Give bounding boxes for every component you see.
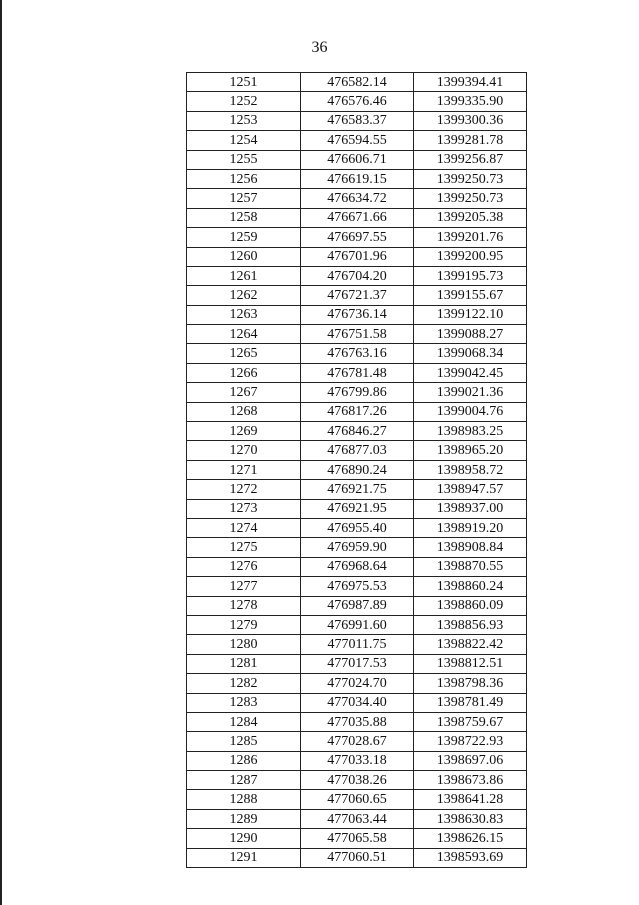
point-number-cell: 1271: [187, 460, 301, 479]
point-number-cell: 1270: [187, 441, 301, 460]
table-row: [187, 73, 527, 92]
y-coordinate-cell: 1399200.95: [414, 247, 527, 266]
x-coordinate-cell: 476751.58: [301, 325, 414, 344]
table-row: [187, 577, 527, 596]
y-coordinate-cell: 1399004.76: [414, 402, 527, 421]
point-number-cell: 1258: [187, 208, 301, 227]
x-coordinate-cell: 477063.44: [301, 809, 414, 828]
table-row: [187, 208, 527, 227]
table-row: [187, 92, 527, 111]
point-number-cell: 1251: [187, 73, 301, 92]
y-coordinate-cell: 1398722.93: [414, 732, 527, 751]
y-coordinate-cell: 1398697.06: [414, 751, 527, 770]
y-coordinate-cell: 1398965.20: [414, 441, 527, 460]
x-coordinate-cell: 476594.55: [301, 131, 414, 150]
y-coordinate-cell: 1398593.69: [414, 848, 527, 867]
x-coordinate-cell: 476890.24: [301, 460, 414, 479]
table-row: [187, 635, 527, 654]
x-coordinate-cell: 476583.37: [301, 111, 414, 130]
y-coordinate-cell: 1398919.20: [414, 518, 527, 537]
point-number-cell: 1252: [187, 92, 301, 111]
table-row: [187, 402, 527, 421]
point-number-cell: 1268: [187, 402, 301, 421]
x-coordinate-cell: 476921.75: [301, 480, 414, 499]
table-row: [187, 674, 527, 693]
x-coordinate-cell: 477060.65: [301, 790, 414, 809]
x-coordinate-cell: 477065.58: [301, 829, 414, 848]
table-row: [187, 228, 527, 247]
x-coordinate-cell: 476991.60: [301, 615, 414, 634]
table-row: [187, 383, 527, 402]
y-coordinate-cell: 1399195.73: [414, 266, 527, 285]
point-number-cell: 1291: [187, 848, 301, 867]
table-row: [187, 712, 527, 731]
y-coordinate-cell: 1398759.67: [414, 712, 527, 731]
x-coordinate-cell: 477011.75: [301, 635, 414, 654]
y-coordinate-cell: 1398673.86: [414, 771, 527, 790]
point-number-cell: 1282: [187, 674, 301, 693]
table-row: [187, 266, 527, 285]
x-coordinate-cell: 476582.14: [301, 73, 414, 92]
table-row: [187, 790, 527, 809]
table-row: [187, 615, 527, 634]
table-row: [187, 111, 527, 130]
x-coordinate-cell: 477024.70: [301, 674, 414, 693]
table-row: [187, 305, 527, 324]
table-row: [187, 460, 527, 479]
y-coordinate-cell: 1399021.36: [414, 383, 527, 402]
y-coordinate-cell: 1398947.57: [414, 480, 527, 499]
table-row: [187, 286, 527, 305]
x-coordinate-cell: 476968.64: [301, 557, 414, 576]
table-row: [187, 557, 527, 576]
table-row: [187, 693, 527, 712]
page-number: 36: [311, 39, 328, 56]
table-row: [187, 344, 527, 363]
y-coordinate-cell: 1399201.76: [414, 228, 527, 247]
point-number-cell: 1288: [187, 790, 301, 809]
y-coordinate-cell: 1398626.15: [414, 829, 527, 848]
y-coordinate-cell: 1398781.49: [414, 693, 527, 712]
point-number-cell: 1290: [187, 829, 301, 848]
table-row: [187, 809, 527, 828]
x-coordinate-cell: 476701.96: [301, 247, 414, 266]
x-coordinate-cell: 476736.14: [301, 305, 414, 324]
table-row: [187, 499, 527, 518]
table-row: [187, 131, 527, 150]
y-coordinate-cell: 1399335.90: [414, 92, 527, 111]
point-number-cell: 1253: [187, 111, 301, 130]
point-number-cell: 1262: [187, 286, 301, 305]
x-coordinate-cell: 476799.86: [301, 383, 414, 402]
y-coordinate-cell: 1399205.38: [414, 208, 527, 227]
point-number-cell: 1267: [187, 383, 301, 402]
point-number-cell: 1278: [187, 596, 301, 615]
y-coordinate-cell: 1398870.55: [414, 557, 527, 576]
y-coordinate-cell: 1399281.78: [414, 131, 527, 150]
x-coordinate-cell: 477034.40: [301, 693, 414, 712]
point-number-cell: 1283: [187, 693, 301, 712]
point-number-cell: 1285: [187, 732, 301, 751]
y-coordinate-cell: 1398860.09: [414, 596, 527, 615]
table-row: [187, 169, 527, 188]
page-left-edge: [0, 0, 2, 905]
y-coordinate-cell: 1399256.87: [414, 150, 527, 169]
point-number-cell: 1265: [187, 344, 301, 363]
y-coordinate-cell: 1398856.93: [414, 615, 527, 634]
point-number-cell: 1266: [187, 363, 301, 382]
y-coordinate-cell: 1399394.41: [414, 73, 527, 92]
x-coordinate-cell: 477033.18: [301, 751, 414, 770]
table-row: [187, 848, 527, 867]
point-number-cell: 1259: [187, 228, 301, 247]
x-coordinate-cell: 476781.48: [301, 363, 414, 382]
point-number-cell: 1273: [187, 499, 301, 518]
y-coordinate-cell: 1399250.73: [414, 189, 527, 208]
y-coordinate-cell: 1399155.67: [414, 286, 527, 305]
x-coordinate-cell: 477060.51: [301, 848, 414, 867]
y-coordinate-cell: 1398798.36: [414, 674, 527, 693]
x-coordinate-cell: 477028.67: [301, 732, 414, 751]
x-coordinate-cell: 476576.46: [301, 92, 414, 111]
point-number-cell: 1272: [187, 480, 301, 499]
point-number-cell: 1281: [187, 654, 301, 673]
point-number-cell: 1275: [187, 538, 301, 557]
x-coordinate-cell: 476921.95: [301, 499, 414, 518]
table-row: [187, 247, 527, 266]
table-row: [187, 829, 527, 848]
x-coordinate-cell: 476704.20: [301, 266, 414, 285]
x-coordinate-cell: 477035.88: [301, 712, 414, 731]
x-coordinate-cell: 476619.15: [301, 169, 414, 188]
table-row: [187, 325, 527, 344]
x-coordinate-cell: 476817.26: [301, 402, 414, 421]
y-coordinate-cell: 1398822.42: [414, 635, 527, 654]
point-number-cell: 1287: [187, 771, 301, 790]
point-number-cell: 1263: [187, 305, 301, 324]
y-coordinate-cell: 1399068.34: [414, 344, 527, 363]
table-row: [187, 771, 527, 790]
point-number-cell: 1284: [187, 712, 301, 731]
y-coordinate-cell: 1398812.51: [414, 654, 527, 673]
point-number-cell: 1254: [187, 131, 301, 150]
point-number-cell: 1276: [187, 557, 301, 576]
y-coordinate-cell: 1398908.84: [414, 538, 527, 557]
x-coordinate-cell: 476846.27: [301, 422, 414, 441]
x-coordinate-cell: 477038.26: [301, 771, 414, 790]
x-coordinate-cell: 476697.55: [301, 228, 414, 247]
x-coordinate-cell: 477017.53: [301, 654, 414, 673]
table-row: [187, 422, 527, 441]
y-coordinate-cell: 1399122.10: [414, 305, 527, 324]
x-coordinate-cell: 476634.72: [301, 189, 414, 208]
point-number-cell: 1277: [187, 577, 301, 596]
y-coordinate-cell: 1399042.45: [414, 363, 527, 382]
point-number-cell: 1274: [187, 518, 301, 537]
x-coordinate-cell: 476955.40: [301, 518, 414, 537]
table-row: [187, 596, 527, 615]
coordinates-table: [186, 72, 527, 868]
point-number-cell: 1286: [187, 751, 301, 770]
y-coordinate-cell: 1398958.72: [414, 460, 527, 479]
table-row: [187, 480, 527, 499]
point-number-cell: 1289: [187, 809, 301, 828]
y-coordinate-cell: 1398641.28: [414, 790, 527, 809]
point-number-cell: 1264: [187, 325, 301, 344]
point-number-cell: 1255: [187, 150, 301, 169]
y-coordinate-cell: 1398630.83: [414, 809, 527, 828]
y-coordinate-cell: 1399088.27: [414, 325, 527, 344]
y-coordinate-cell: 1398860.24: [414, 577, 527, 596]
table-row: [187, 538, 527, 557]
y-coordinate-cell: 1398937.00: [414, 499, 527, 518]
point-number-cell: 1260: [187, 247, 301, 266]
x-coordinate-cell: 476877.03: [301, 441, 414, 460]
x-coordinate-cell: 476671.66: [301, 208, 414, 227]
y-coordinate-cell: 1399300.36: [414, 111, 527, 130]
table-row: [187, 518, 527, 537]
y-coordinate-cell: 1398983.25: [414, 422, 527, 441]
table-row: [187, 441, 527, 460]
point-number-cell: 1280: [187, 635, 301, 654]
table-row: [187, 654, 527, 673]
table-row: [187, 150, 527, 169]
point-number-cell: 1256: [187, 169, 301, 188]
point-number-cell: 1261: [187, 266, 301, 285]
table-row: [187, 363, 527, 382]
point-number-cell: 1279: [187, 615, 301, 634]
point-number-cell: 1257: [187, 189, 301, 208]
table-row: [187, 732, 527, 751]
x-coordinate-cell: 476721.37: [301, 286, 414, 305]
y-coordinate-cell: 1399250.73: [414, 169, 527, 188]
x-coordinate-cell: 476987.89: [301, 596, 414, 615]
x-coordinate-cell: 476763.16: [301, 344, 414, 363]
table-row: [187, 751, 527, 770]
x-coordinate-cell: 476975.53: [301, 577, 414, 596]
point-number-cell: 1269: [187, 422, 301, 441]
x-coordinate-cell: 476959.90: [301, 538, 414, 557]
coordinates-table-body: [187, 73, 527, 868]
table-row: [187, 189, 527, 208]
x-coordinate-cell: 476606.71: [301, 150, 414, 169]
